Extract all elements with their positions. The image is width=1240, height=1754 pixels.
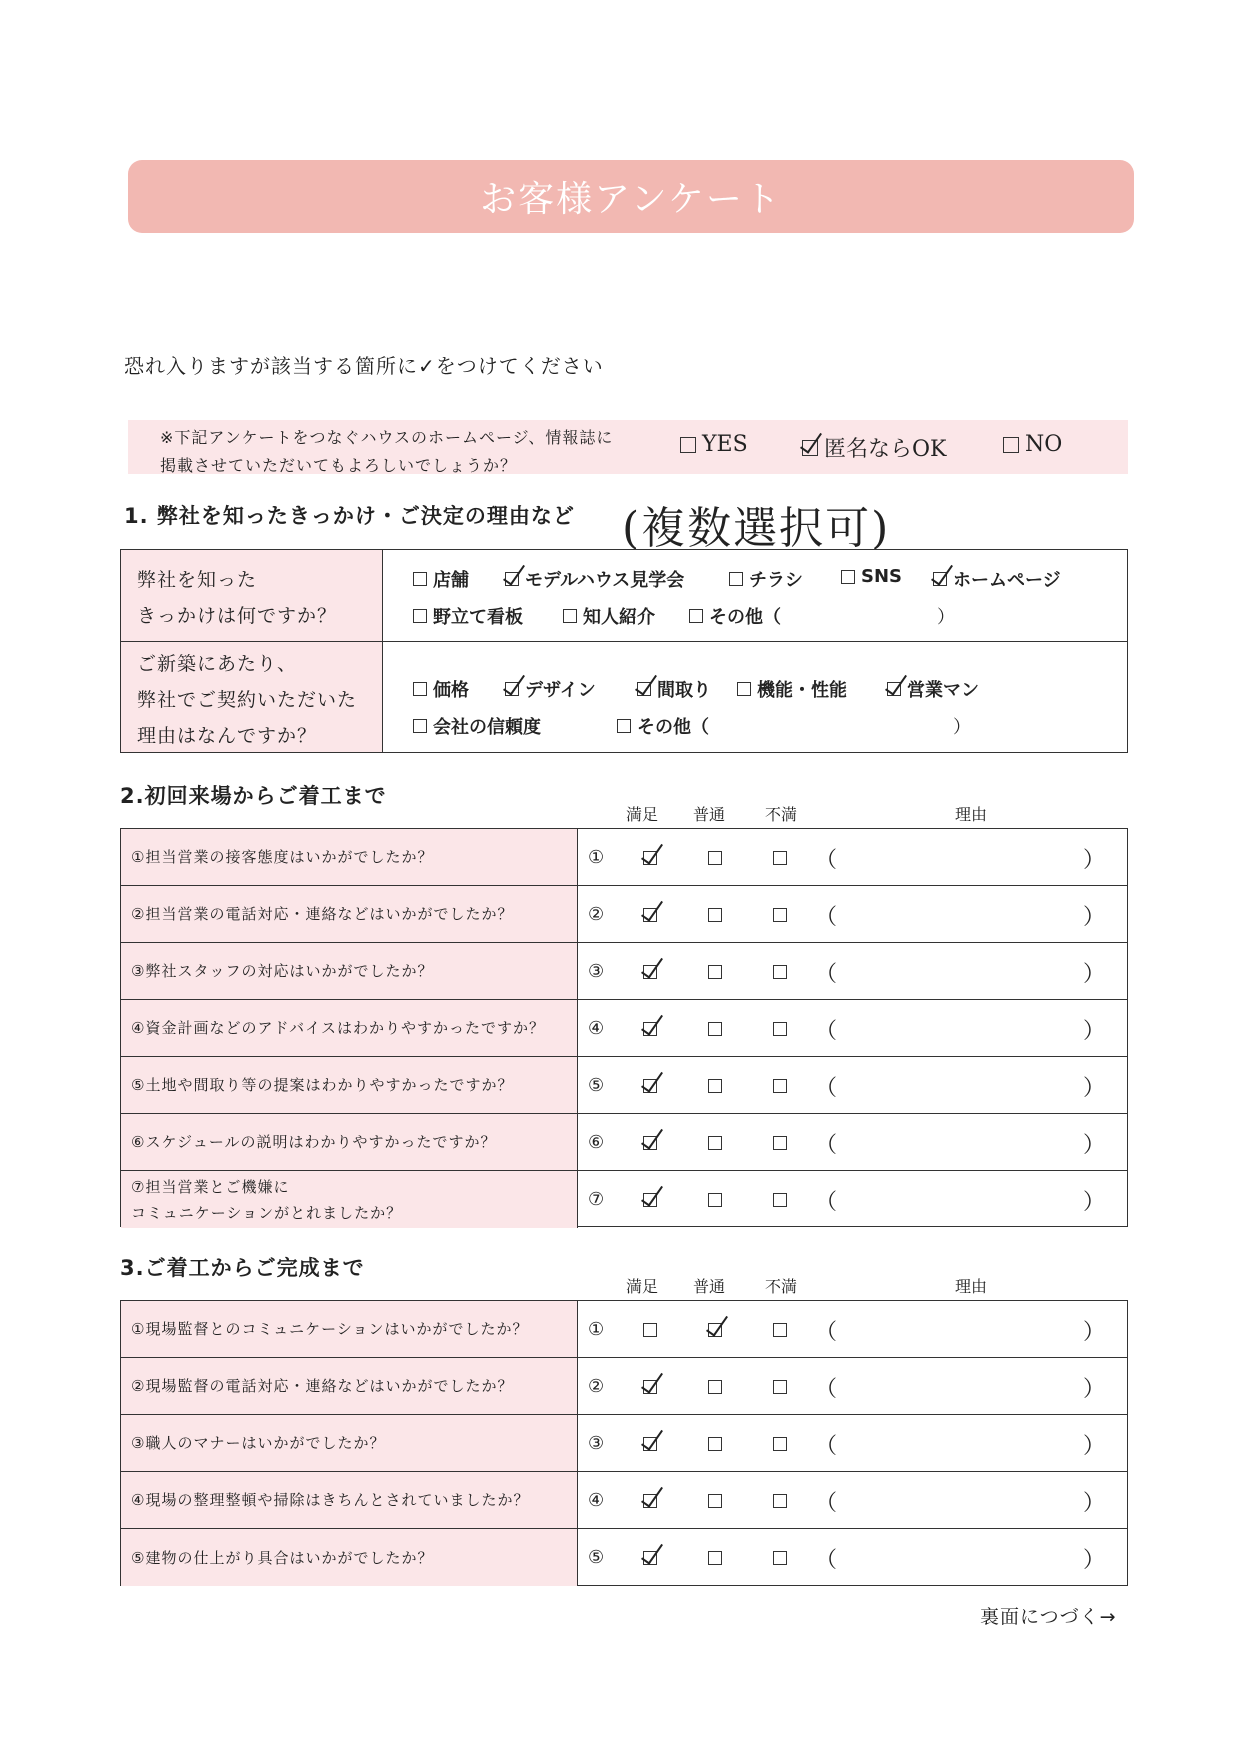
question-row — [121, 1000, 1127, 1057]
rating-dissatisfied-checkbox[interactable] — [773, 1136, 787, 1150]
rating-satisfied-checkbox[interactable] — [643, 1323, 657, 1337]
rating-satisfied-checkbox[interactable] — [643, 1022, 657, 1036]
rating-normal-checkbox[interactable] — [708, 1193, 722, 1207]
question-row — [121, 1472, 1127, 1529]
section1-title: 1. 弊社を知ったきっかけ・ご決定の理由など — [124, 504, 575, 528]
checkbox[interactable] — [729, 572, 743, 586]
reason-field[interactable] — [843, 1368, 1093, 1404]
reason-open-paren: （ — [815, 1133, 838, 1158]
checkbox[interactable] — [1003, 437, 1019, 453]
reason-close-paren: ） — [1083, 1434, 1106, 1459]
question-row — [121, 829, 1127, 886]
section1-table — [120, 549, 1128, 753]
rating-satisfied-checkbox[interactable] — [643, 1193, 657, 1207]
rating-satisfied-checkbox[interactable] — [643, 1437, 657, 1451]
reason-field[interactable] — [843, 839, 1093, 875]
question-number: ④ — [588, 1490, 605, 1511]
survey-title: お客様アンケート — [128, 160, 1134, 233]
question-number: ⑦ — [588, 1189, 605, 1210]
checkbox[interactable] — [637, 682, 651, 696]
question-row — [121, 1415, 1127, 1472]
checkbox[interactable] — [413, 609, 427, 623]
question-number: ⑤ — [588, 1547, 605, 1568]
reason-open-paren: （ — [815, 1491, 838, 1516]
col-satisfied: 満足 — [626, 805, 659, 824]
reason-field[interactable] — [843, 1010, 1093, 1046]
reason-open-paren: （ — [815, 1076, 838, 1101]
rating-dissatisfied-checkbox[interactable] — [773, 1380, 787, 1394]
reason-open-paren: （ — [815, 1434, 838, 1459]
reason-field[interactable] — [843, 1124, 1093, 1160]
checkbox[interactable] — [933, 572, 947, 586]
option-flyer[interactable]: チラシ — [729, 566, 803, 592]
question-row — [121, 1529, 1127, 1586]
reason-close-paren: ） — [1083, 962, 1106, 987]
continue-note: 裏面につづく→ — [980, 1606, 1117, 1628]
col-dissatisfied: 不満 — [765, 1277, 798, 1296]
question-text: ③職人のマナーはいかがでしたか？ — [121, 1415, 578, 1471]
rating-dissatisfied-checkbox[interactable] — [773, 965, 787, 979]
rating-satisfied-checkbox[interactable] — [643, 1079, 657, 1093]
col-normal: 普通 — [693, 1277, 726, 1296]
reason-open-paren: （ — [815, 1548, 838, 1573]
question-number: ① — [588, 1319, 605, 1340]
checkbox[interactable] — [413, 572, 427, 586]
rating-normal-checkbox[interactable] — [708, 1494, 722, 1508]
option-referral[interactable]: 知人紹介 — [563, 603, 655, 629]
question-number: ④ — [588, 1018, 605, 1039]
checkbox[interactable] — [617, 719, 631, 733]
checkbox[interactable] — [737, 682, 751, 696]
reason-close-paren: ） — [1083, 1133, 1106, 1158]
reason-field[interactable] — [843, 1067, 1093, 1103]
reason-close-paren: ） — [1083, 848, 1106, 873]
option-homepage[interactable]: ホームページ — [933, 566, 1061, 592]
question-text: ②担当営業の電話対応・連絡などはいかがでしたか？ — [121, 886, 578, 942]
reason-open-paren: （ — [815, 962, 838, 987]
checkbox[interactable] — [563, 609, 577, 623]
checkbox[interactable] — [505, 682, 519, 696]
reason-open-paren: （ — [815, 905, 838, 930]
other-close-paren: ） — [937, 607, 955, 628]
discovery-label: 弊社を知った きっかけは何ですか？ — [121, 550, 383, 641]
question-number: ③ — [588, 1433, 605, 1454]
option-reliability[interactable]: 会社の信頼度 — [413, 713, 541, 739]
question-text: ⑤土地や間取り等の提案はわかりやすかったですか？ — [121, 1057, 578, 1113]
reason-open-paren: （ — [815, 1190, 838, 1215]
rating-normal-checkbox[interactable] — [708, 1323, 722, 1337]
reason-field[interactable] — [843, 896, 1093, 932]
checkbox[interactable] — [413, 719, 427, 733]
reason-field[interactable] — [843, 1311, 1093, 1347]
question-row — [121, 1358, 1127, 1415]
question-row — [121, 1114, 1127, 1171]
discovery-row — [121, 550, 1127, 642]
question-text: ④現場の整理整頓や掃除はきちんとされていましたか？ — [121, 1472, 578, 1528]
option-floorplan[interactable]: 間取り — [637, 676, 711, 702]
rating-normal-checkbox[interactable] — [708, 1380, 722, 1394]
question-number: ⑥ — [588, 1132, 605, 1153]
question-number: ① — [588, 847, 605, 868]
rating-dissatisfied-checkbox[interactable] — [773, 1494, 787, 1508]
reason-close-paren: ） — [1083, 905, 1106, 930]
reason-close-paren: ） — [1083, 1320, 1106, 1345]
question-text: ⑦担当営業とご機嫌に コミュニケーションがとれましたか？ — [121, 1171, 578, 1228]
rating-dissatisfied-checkbox[interactable] — [773, 1022, 787, 1036]
reason-field[interactable] — [843, 1482, 1093, 1518]
col-normal: 普通 — [693, 805, 726, 824]
question-number: ③ — [588, 961, 605, 982]
option-performance[interactable]: 機能・性能 — [737, 676, 847, 702]
col-reason: 理由 — [955, 805, 988, 824]
reason-open-paren: （ — [815, 1320, 838, 1345]
question-text: ⑥スケジュールの説明はわかりやすかったですか？ — [121, 1114, 578, 1170]
rating-dissatisfied-checkbox[interactable] — [773, 851, 787, 865]
option-store[interactable]: 店舗 — [413, 566, 469, 592]
rating-dissatisfied-checkbox[interactable] — [773, 1079, 787, 1093]
col-reason: 理由 — [955, 1277, 988, 1296]
permission-option-yes[interactable]: YES — [680, 432, 748, 457]
rating-dissatisfied-checkbox[interactable] — [773, 908, 787, 922]
reason-field[interactable] — [843, 953, 1093, 989]
col-dissatisfied: 不満 — [765, 805, 798, 824]
other-close-paren: ） — [953, 717, 971, 738]
reason-open-paren: （ — [815, 1019, 838, 1044]
rating-normal-checkbox[interactable] — [708, 1079, 722, 1093]
question-number: ② — [588, 904, 605, 925]
rating-normal-checkbox[interactable] — [708, 1022, 722, 1036]
rating-normal-checkbox[interactable] — [708, 851, 722, 865]
question-row — [121, 943, 1127, 1000]
question-row — [121, 886, 1127, 943]
reason-close-paren: ） — [1083, 1548, 1106, 1573]
rating-normal-checkbox[interactable] — [708, 1551, 722, 1565]
question-row — [121, 1057, 1127, 1114]
reason-label: ご新築にあたり、 弊社でご契約いただいた 理由はなんですか？ — [121, 642, 383, 752]
option-model-house[interactable]: モデルハウス見学会 — [505, 566, 684, 592]
reason-close-paren: ） — [1083, 1019, 1106, 1044]
option-signboard[interactable]: 野立て看板 — [413, 603, 523, 629]
reason-open-paren: （ — [815, 1377, 838, 1402]
reason-close-paren: ） — [1083, 1491, 1106, 1516]
checkbox[interactable] — [841, 570, 855, 584]
question-number: ② — [588, 1376, 605, 1397]
section3-table — [120, 1300, 1128, 1586]
question-text: ③弊社スタッフの対応はいかがでしたか？ — [121, 943, 578, 999]
rating-satisfied-checkbox[interactable] — [643, 908, 657, 922]
rating-normal-checkbox[interactable] — [708, 965, 722, 979]
question-text: ②現場監督の電話対応・連絡などはいかがでしたか？ — [121, 1358, 578, 1414]
rating-satisfied-checkbox[interactable] — [643, 1551, 657, 1565]
reason-close-paren: ） — [1083, 1190, 1106, 1215]
rating-dissatisfied-checkbox[interactable] — [773, 1323, 787, 1337]
rating-satisfied-checkbox[interactable] — [643, 1136, 657, 1150]
option-price[interactable]: 価格 — [413, 676, 469, 702]
reason-row — [121, 642, 1127, 752]
section1-note: (複数選択可) — [622, 503, 891, 554]
checkbox[interactable] — [887, 682, 901, 696]
permission-option-anonymous[interactable]: 匿名ならOK — [802, 432, 946, 463]
question-text: ⑤建物の仕上がり具合はいかがでしたか？ — [121, 1529, 578, 1586]
permission-question: ※下記アンケートをつなぐハウスのホームページ、情報誌に 掲載させていただいてもよろしいでしょうか？ — [160, 428, 614, 475]
reason-close-paren: ） — [1083, 1076, 1106, 1101]
reason-field[interactable] — [843, 1425, 1093, 1461]
checkbox[interactable] — [413, 682, 427, 696]
rating-normal-checkbox[interactable] — [708, 1437, 722, 1451]
checkbox[interactable] — [505, 572, 519, 586]
section2-table — [120, 828, 1128, 1227]
rating-dissatisfied-checkbox[interactable] — [773, 1437, 787, 1451]
question-row — [121, 1171, 1127, 1228]
question-text: ①現場監督とのコミュニケーションはいかがでしたか？ — [121, 1301, 578, 1357]
reason-field[interactable] — [843, 1539, 1093, 1575]
col-satisfied: 満足 — [626, 1277, 659, 1296]
reason-close-paren: ） — [1083, 1377, 1106, 1402]
section2-title: 2.初回来場からご着工まで — [120, 784, 387, 808]
option-design[interactable]: デザイン — [505, 676, 596, 702]
rating-normal-checkbox[interactable] — [708, 1136, 722, 1150]
option-sns[interactable]: SNS — [841, 566, 902, 587]
rating-normal-checkbox[interactable] — [708, 908, 722, 922]
section3-title: 3.ご着工からご完成まで — [120, 1256, 365, 1280]
rating-dissatisfied-checkbox[interactable] — [773, 1193, 787, 1207]
permission-option-no[interactable]: NO — [1003, 432, 1062, 457]
checkbox[interactable] — [689, 609, 703, 623]
checkbox[interactable] — [680, 437, 696, 453]
rating-satisfied-checkbox[interactable] — [643, 1380, 657, 1394]
instruction-text: 恐れ入りますが該当する箇所に✓をつけてください — [124, 354, 604, 378]
rating-satisfied-checkbox[interactable] — [643, 965, 657, 979]
checkbox[interactable] — [802, 440, 818, 456]
rating-dissatisfied-checkbox[interactable] — [773, 1551, 787, 1565]
reason-open-paren: （ — [815, 848, 838, 873]
option-other[interactable]: その他（ — [689, 603, 781, 629]
question-text: ①担当営業の接客態度はいかがでしたか？ — [121, 829, 578, 885]
option-salesperson[interactable]: 営業マン — [887, 676, 979, 702]
question-number: ⑤ — [588, 1075, 605, 1096]
question-row — [121, 1301, 1127, 1358]
question-text: ④資金計画などのアドバイスはわかりやすかったですか？ — [121, 1000, 578, 1056]
rating-satisfied-checkbox[interactable] — [643, 851, 657, 865]
rating-satisfied-checkbox[interactable] — [643, 1494, 657, 1508]
option-other-reason[interactable]: その他（ — [617, 713, 709, 739]
reason-field[interactable] — [843, 1181, 1093, 1217]
